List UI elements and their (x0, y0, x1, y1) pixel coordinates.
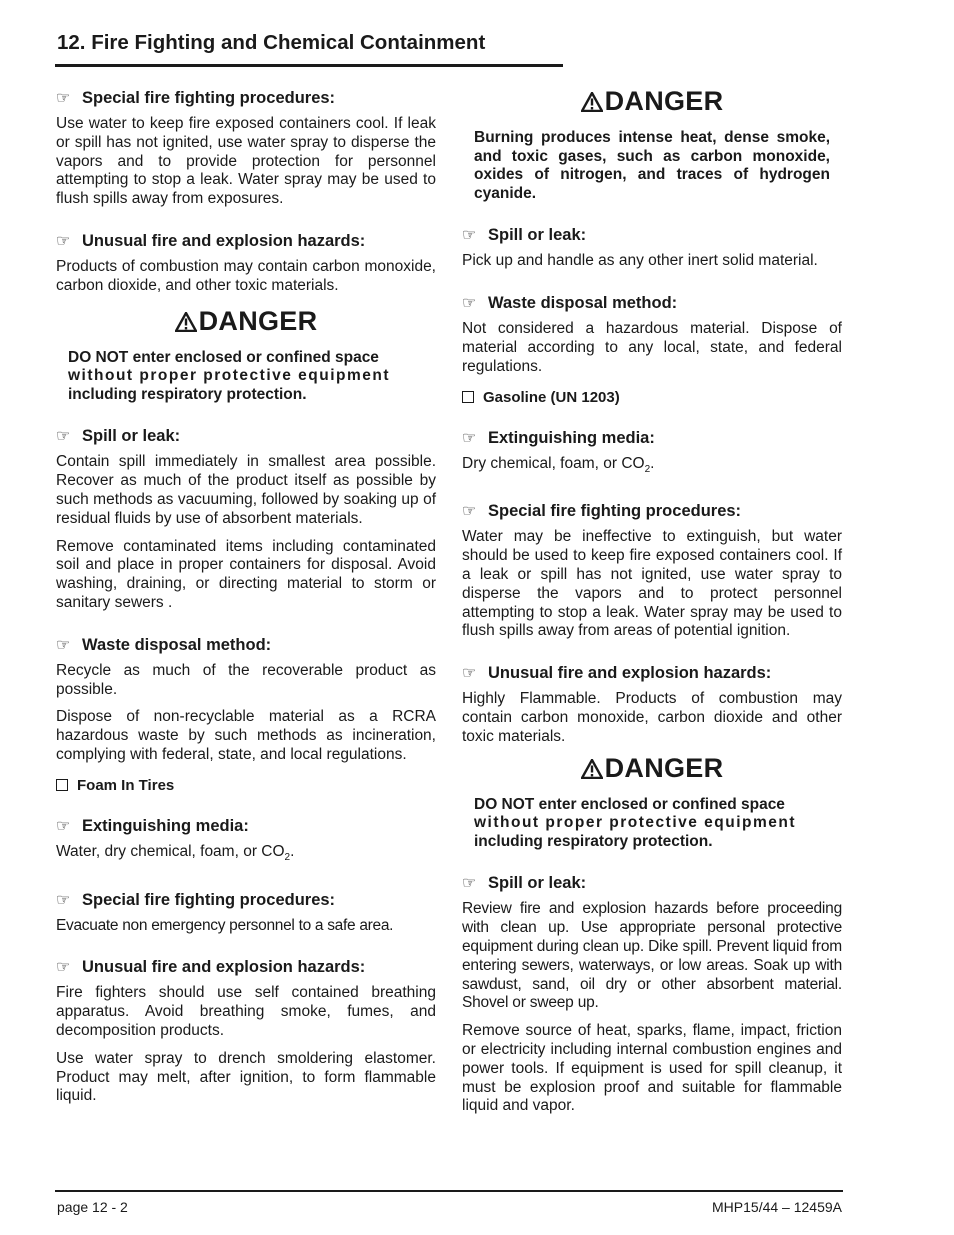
text: Dry chemical, foam, or CO (462, 454, 645, 472)
paragraph: Review fire and explosion hazards before proceeding with clean up. Use appropriate personal protective equipment during clean up. Dike spill. Prevent liquid from entering sewers, waterways, or low areas. Soak up with sawdust, sand, oil dry or other absorbent material. Shovel or sweep up. (462, 900, 842, 1012)
text: . (650, 454, 655, 472)
pointing-hand-icon: ☞ (462, 227, 477, 245)
danger-label: DANGER (604, 86, 724, 116)
danger-line: DO NOT enter enclosed or confined space (68, 348, 379, 366)
paragraph: Highly Flammable. Products of combustion may contain carbon monoxide, carbon dioxide and other toxic materials. (462, 690, 842, 745)
pointing-hand-icon: ☞ (462, 665, 477, 683)
danger-line: without proper protective equipment (68, 367, 391, 385)
paragraph: Use water to keep fire exposed containers cool. If leak or spill has not ignited, use water spray to disperse the vapors and to provide protection for personnel attempting to stop a leak. Water spray may be used to flush spills away from exposures. (56, 115, 436, 208)
danger-line: without proper protective equipment (474, 814, 797, 832)
paragraph: Remove source of heat, sparks, flame, impact, friction or electricity including internal combustion engines and power tools. If equipment is used for spill cleanup, it must be explosion proof and suitable for flammable liquid and vapor. (462, 1022, 842, 1115)
paragraph (462, 455, 842, 480)
danger-title (56, 306, 436, 337)
heading-text: Unusual fire and explosion hazards: (488, 664, 772, 683)
subsection-label: Gasoline (UN 1203) (483, 388, 620, 406)
danger-text: Burning produces intense heat, dense smoke, and toxic gases, such as carbon monoxide, oxides of nitrogen, and traces of hydrogen cyanide. (474, 129, 830, 202)
section-heading (462, 428, 842, 449)
pointing-hand-icon: ☞ (462, 429, 477, 447)
right-column (462, 86, 842, 1125)
paragraph: Not considered a hazardous material. Dispose of material according to any local, state, and federal regulations. (462, 320, 842, 375)
text: . (290, 842, 295, 860)
paragraph: Pick up and handle as any other inert solid material. (462, 252, 818, 270)
paragraph (56, 843, 436, 868)
heading-text: Spill or leak: (488, 226, 587, 245)
heading-text: Waste disposal method: (82, 635, 272, 654)
pointing-hand-icon: ☞ (56, 817, 71, 835)
checkbox-icon (462, 391, 474, 403)
document-id: MHP15/44 – 12459A (712, 1199, 842, 1215)
warning-triangle-icon (175, 312, 197, 332)
section-heading (56, 816, 436, 837)
text: Water, dry chemical, foam, or CO (56, 842, 285, 860)
section-heading (56, 88, 436, 109)
danger-label: DANGER (198, 305, 318, 336)
heading-text: Special fire fighting procedures: (82, 890, 336, 909)
subsection-label: Foam In Tires (77, 776, 175, 794)
section-heading (56, 635, 436, 656)
pointing-hand-icon: ☞ (56, 428, 71, 446)
danger-line: DO NOT enter enclosed or confined space (474, 795, 785, 813)
section-heading (462, 225, 842, 246)
section-heading (56, 426, 436, 447)
danger-title (462, 753, 842, 784)
heading-text: Special fire fighting procedures: (488, 502, 742, 521)
paragraph: Water may be ineffective to extinguish, but water should be used to keep fire exposed containers cool. If a leak or spill has not ignited, use water spray to disperse the vapors and to protect personnel attempting to stop a leak. Water spray may be used to flush spills away from areas of potential ignition. (462, 528, 842, 640)
danger-label: DANGER (604, 752, 724, 783)
pointing-hand-icon: ☞ (56, 90, 71, 107)
heading-text: Unusual fire and explosion hazards: (82, 231, 366, 250)
danger-line: including respiratory protection. (474, 832, 713, 850)
pointing-hand-icon: ☞ (462, 875, 477, 893)
heading-text: Waste disposal method: (488, 294, 678, 313)
paragraph: Remove contaminated items including contaminated soil and place in proper containers for disposal. Avoid washing, draining, or directing material to storm or sanitary sewers . (56, 537, 436, 611)
section-heading (462, 873, 842, 894)
paragraph: Products of combustion may contain carbon monoxide, carbon dioxide, and other toxic materials. (56, 257, 436, 294)
pointing-hand-icon: ☞ (56, 636, 71, 654)
section-heading (56, 231, 436, 252)
heading-text: Unusual fire and explosion hazards: (82, 958, 366, 977)
paragraph: Use water spray to drench smoldering elastomer. Product may melt, after ignition, to form flammable liquid. (56, 1049, 436, 1105)
subscript: 2 (284, 851, 291, 863)
checkbox-icon (56, 779, 68, 791)
pointing-hand-icon: ☞ (56, 959, 71, 977)
pointing-hand-icon: ☞ (462, 295, 477, 313)
danger-text (474, 796, 830, 852)
pointing-hand-icon: ☞ (462, 503, 477, 521)
danger-text (68, 349, 424, 405)
title-rule (55, 64, 563, 67)
heading-text: Extinguishing media: (82, 816, 249, 835)
heading-text: Spill or leak: (488, 874, 587, 893)
heading-text: Spill or leak: (82, 427, 181, 446)
page-number: page 12 - 2 (57, 1199, 128, 1215)
subsection-title (462, 389, 842, 406)
section-heading (462, 293, 842, 314)
section-heading (56, 957, 436, 978)
left-column (56, 88, 436, 1115)
paragraph: Recycle as much of the recoverable product as possible. (56, 661, 436, 698)
warning-triangle-icon (581, 92, 603, 112)
paragraph: Contain spill immediately in smallest area possible. Recover as much of the product itself as possible by such methods as vacuuming, followed by soaking up of residual fluids by use of absorbent materials. (56, 453, 436, 527)
danger-title (462, 86, 842, 117)
heading-text: Special fire fighting procedures: (82, 89, 336, 107)
page-title: 12. Fire Fighting and Chemical Containment (57, 31, 486, 54)
section-heading (462, 501, 842, 522)
danger-line: including respiratory protection. (68, 385, 307, 403)
paragraph: Evacuate non emergency personnel to a safe area. (56, 916, 394, 934)
subscript: 2 (644, 463, 651, 475)
pointing-hand-icon: ☞ (56, 891, 71, 909)
section-heading (462, 663, 842, 684)
paragraph: Fire fighters should use self contained breathing apparatus. Avoid breathing smoke, fumes, and decomposition products. (56, 984, 436, 1039)
heading-text: Extinguishing media: (488, 428, 655, 447)
subsection-title (56, 777, 436, 794)
section-heading (56, 890, 436, 911)
warning-triangle-icon (581, 759, 603, 779)
pointing-hand-icon: ☞ (56, 232, 71, 250)
footer-rule (55, 1190, 843, 1192)
paragraph: Dispose of non-recyclable material as a RCRA hazardous waste by such methods as incineration, complying with federal, state, and local regulations. (56, 708, 436, 763)
